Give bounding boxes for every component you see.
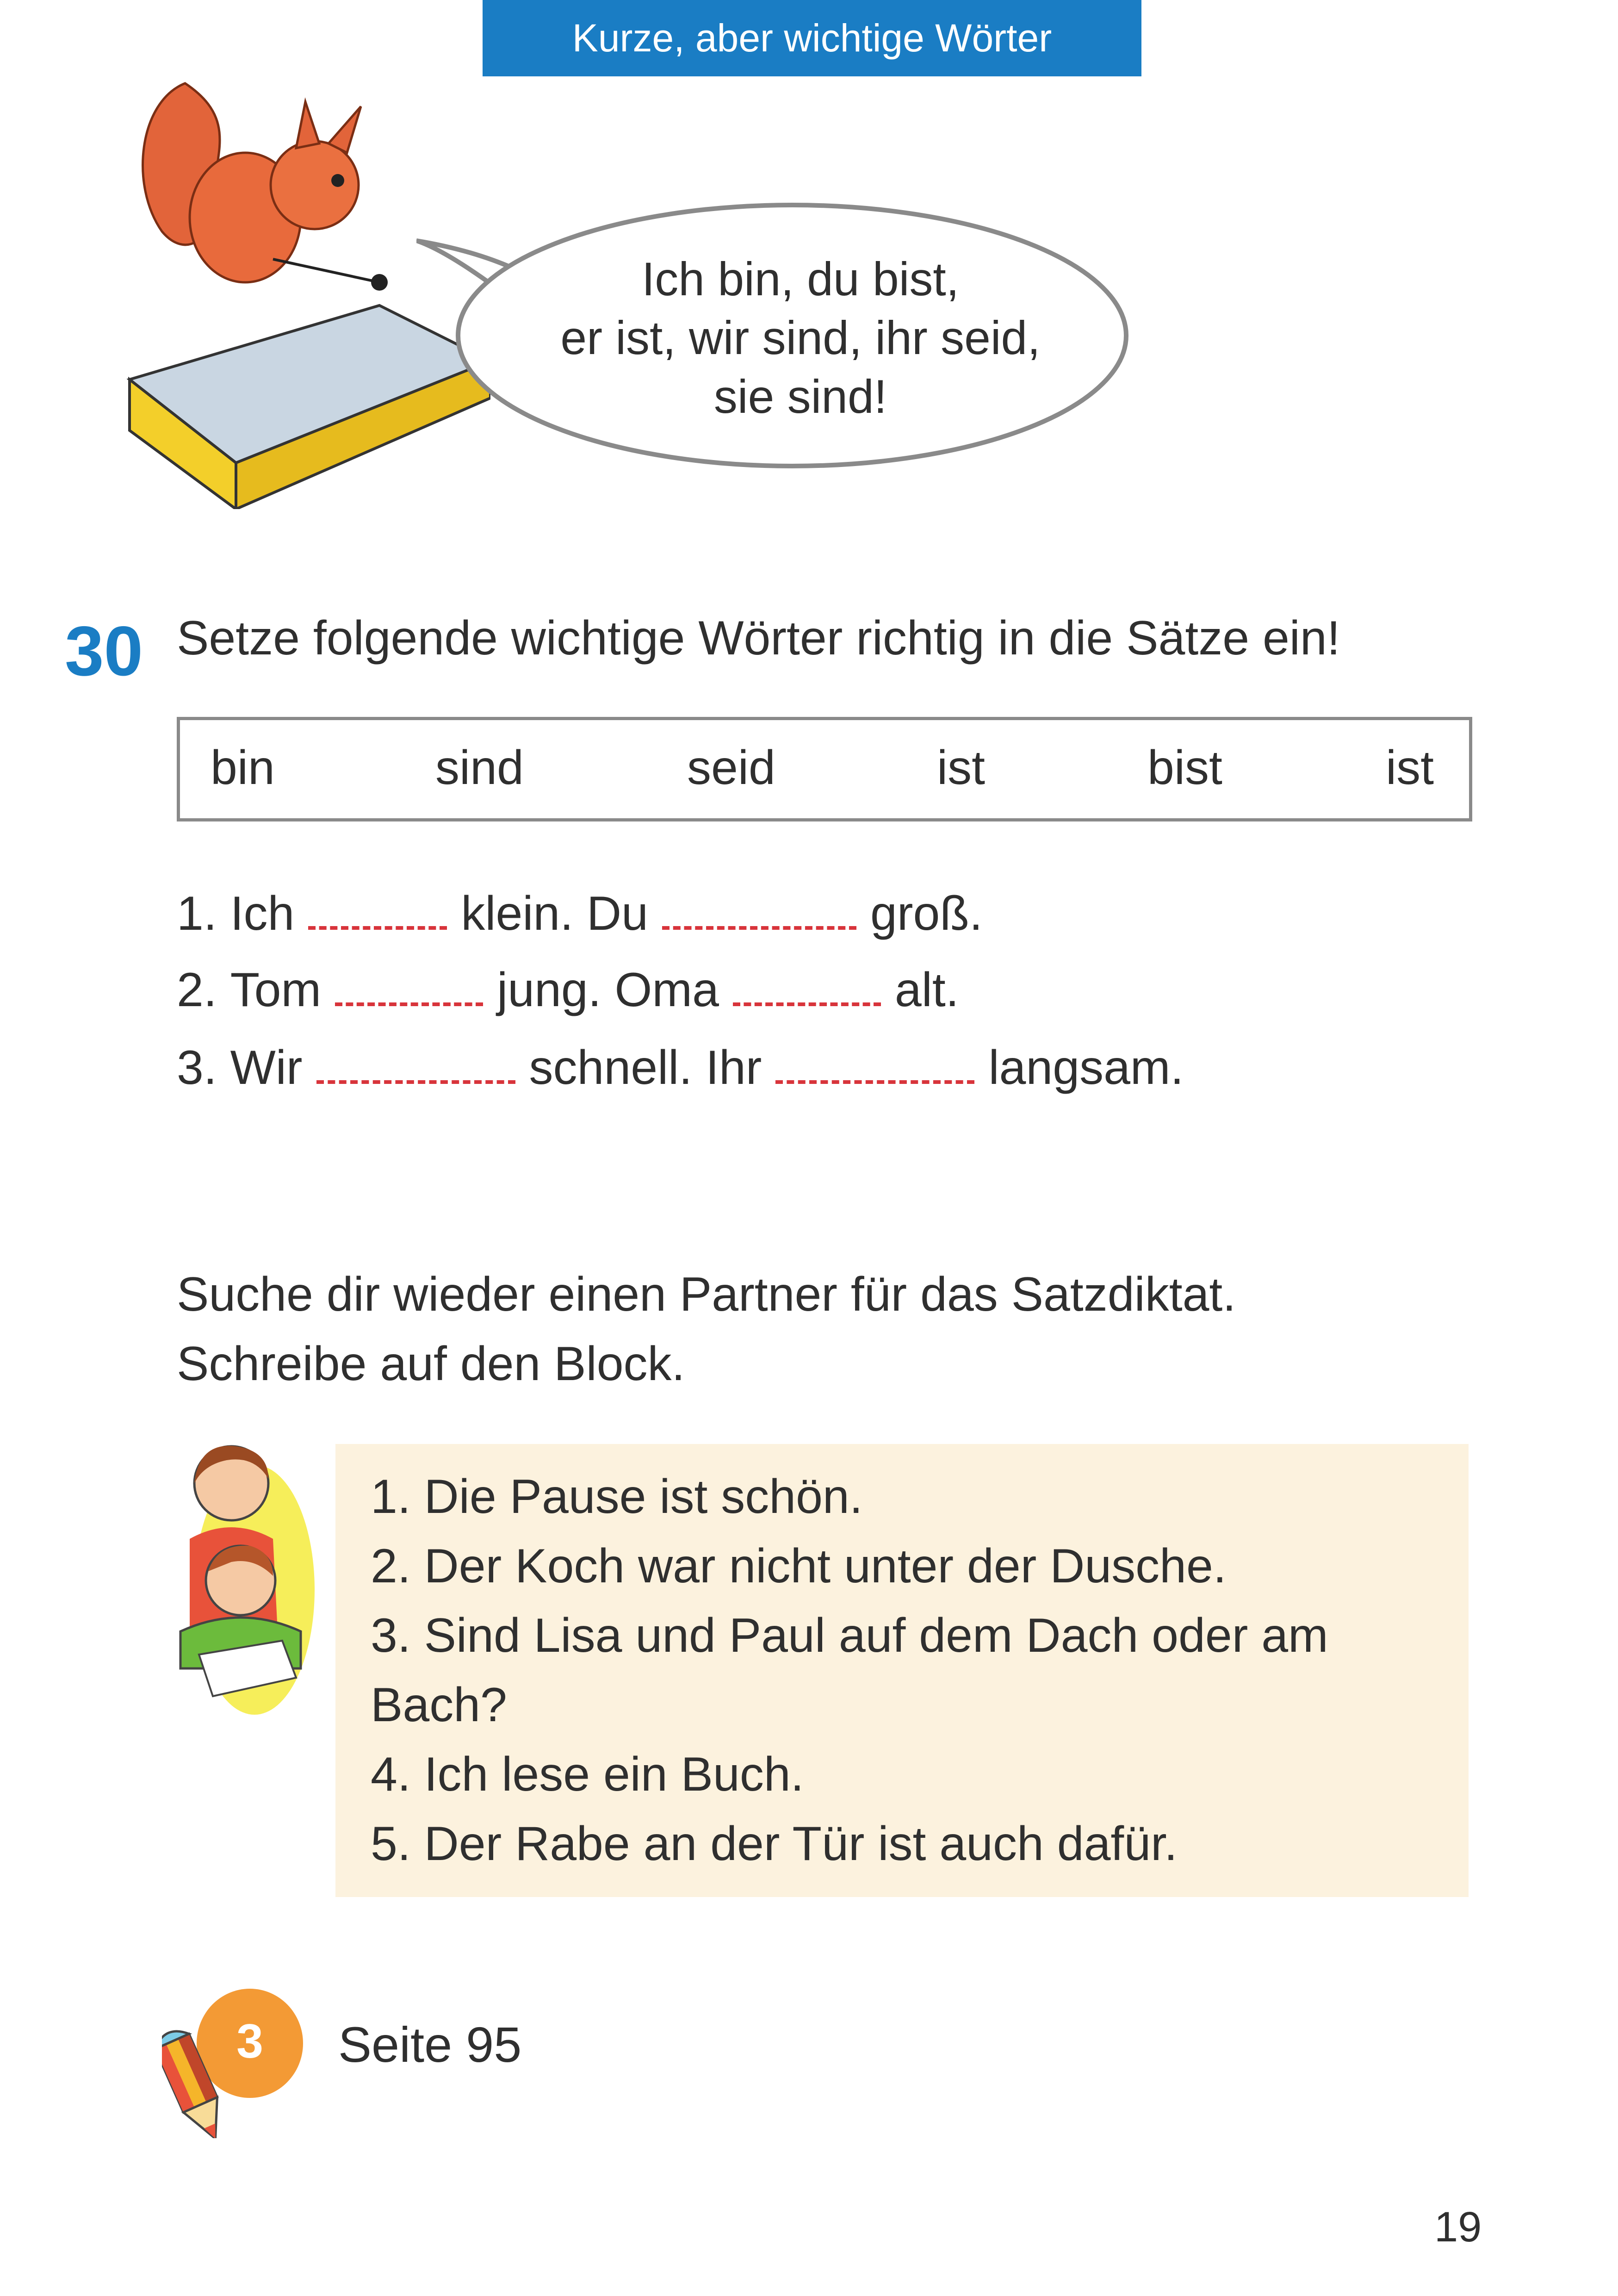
dictation-line: 1. Die Pause ist schön. [371, 1470, 863, 1524]
reference-page: Seite 95 [338, 2016, 522, 2072]
dictation-line: Bach? [371, 1678, 507, 1732]
answer-blank[interactable] [308, 926, 447, 930]
word-bank-item: seid [687, 741, 775, 795]
answer-blank[interactable] [662, 926, 856, 930]
section-title: Kurze, aber wichtige Wörter [572, 16, 1052, 60]
sentence-text: Tom [230, 963, 322, 1017]
bubble-line: er ist, wir sind, ihr seid, [560, 311, 1041, 364]
word-bank-item: bist [1147, 741, 1222, 795]
word-bank-item: sind [435, 741, 524, 795]
sentence-2 [177, 963, 959, 1018]
sentence-label: 2. [177, 963, 217, 1017]
answer-blank[interactable] [335, 1002, 483, 1006]
section-header [483, 0, 1141, 76]
sentence-text: alt. [894, 963, 959, 1017]
sentence-text: Wir [230, 1041, 303, 1095]
exercise-number: 30 [65, 612, 143, 691]
sentence-text: schnell. Ihr [529, 1041, 762, 1095]
bubble-line: sie sind! [713, 370, 887, 423]
sentence-text: groß. [870, 887, 983, 940]
sentence-1 [177, 886, 983, 941]
reference-badge: 3 [236, 2015, 263, 2068]
sentence-text: langsam. [988, 1041, 1184, 1095]
sentence-3 [177, 1040, 1184, 1095]
word-bank-item: bin [211, 741, 275, 795]
dictation-line: 3. Sind Lisa und Paul auf dem Dach oder am [371, 1609, 1328, 1662]
sentence-text: klein. Du [461, 887, 648, 940]
word-bank-item: ist [1386, 741, 1434, 795]
dictation-line: 4. Ich lese ein Buch. [371, 1748, 804, 1801]
exercise-instruction: Setze folgende wichtige Wörter richtig in die Sätze ein! [177, 611, 1340, 665]
answer-blank[interactable] [775, 1080, 974, 1084]
bubble-line: Ich bin, du bist, [641, 253, 960, 305]
sentence-text: jung. Oma [497, 963, 719, 1017]
word-bank-item: ist [937, 741, 985, 795]
dictation-intro: Suche dir wieder einen Partner für das Satzdiktat. [177, 1268, 1236, 1321]
word-bank [177, 717, 1472, 821]
answer-blank[interactable] [733, 1002, 881, 1006]
sentence-label: 1. [177, 887, 217, 940]
answer-blank[interactable] [316, 1080, 515, 1084]
dictation-line: 2. Der Koch war nicht unter der Dusche. [371, 1539, 1227, 1593]
sentence-text: Ich [230, 887, 295, 940]
children-writing-illustration [162, 1437, 319, 1719]
dictation-intro: Schreibe auf den Block. [177, 1337, 685, 1391]
dictation-line: 5. Der Rabe an der Tür ist auch dafür. [371, 1817, 1178, 1871]
sentence-label: 3. [177, 1041, 217, 1095]
speech-bubble-text [481, 250, 1120, 426]
page-number: 19 [1434, 2203, 1482, 2251]
